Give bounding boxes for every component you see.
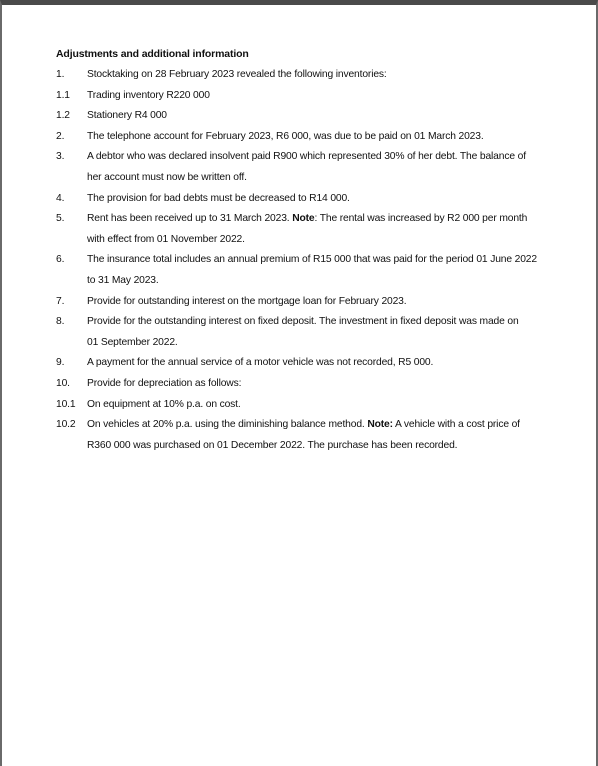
item-text-line: [87, 250, 546, 271]
item-text: [87, 86, 546, 107]
item-number: 5.: [56, 213, 65, 225]
text-run: Trading inventory R220 000: [87, 89, 210, 101]
item-text: [87, 250, 546, 291]
item-text: [87, 395, 546, 416]
item-text-line: [87, 189, 546, 210]
item-number: 9.: [56, 357, 65, 369]
item-text-line: [87, 209, 546, 230]
item-text-line: [87, 230, 546, 251]
item-text-line: [87, 65, 546, 86]
text-run: her account must now be written off.: [87, 171, 247, 183]
item-number: 6.: [56, 254, 65, 266]
item-text-line: [87, 127, 546, 148]
list-item: [56, 250, 546, 291]
item-text: [87, 127, 546, 148]
text-run: On equipment at 10% p.a. on cost.: [87, 398, 241, 410]
item-text: [87, 415, 546, 456]
text-run: The telephone account for February 2023, R6 000, was due to be paid on 01 March 2023.: [87, 130, 484, 142]
list-item: [56, 312, 546, 353]
text-run: Stationery R4 000: [87, 110, 167, 122]
text-run: : The rental was increased by R2 000 per month: [314, 213, 528, 225]
item-number: 1.1: [56, 89, 70, 101]
text-run: with effect from 01 November 2022.: [87, 233, 245, 245]
text-run: R360 000 was purchased on 01 December 2022. The purchase has been recorded.: [87, 439, 458, 451]
item-text-line: [87, 86, 546, 107]
text-run: Provide for the outstanding interest on fixed deposit. The investment in fixed deposit was made on: [87, 316, 519, 328]
item-text-line: [87, 374, 546, 395]
text-run: Rent has been received up to 31 March 2023.: [87, 213, 293, 225]
text-run: The provision for bad debts must be decreased to R14 000.: [87, 192, 350, 204]
adjustment-list: [56, 65, 546, 456]
item-text-line: [87, 415, 546, 436]
item-text: [87, 353, 546, 374]
list-item: [56, 209, 546, 250]
item-text-line: [87, 333, 546, 354]
document-content: [56, 44, 546, 456]
item-text-line: [87, 168, 546, 189]
item-text-line: [87, 271, 546, 292]
item-number: 1.2: [56, 110, 70, 122]
item-number: 7.: [56, 295, 65, 307]
note-label: Note: [292, 213, 315, 225]
list-item: [56, 189, 546, 210]
text-run: The insurance total includes an annual premium of R15 000 that was paid for the period 01 June 2022: [87, 254, 537, 266]
list-item: [56, 106, 546, 127]
item-number: 10.2: [56, 419, 76, 431]
list-item: [56, 415, 546, 456]
item-text: [87, 292, 546, 313]
list-item: [56, 147, 546, 188]
item-text: [87, 374, 546, 395]
item-text-line: [87, 147, 546, 168]
text-run: A vehicle with a cost price of: [392, 419, 520, 431]
item-text-line: [87, 292, 546, 313]
text-run: Stocktaking on 28 February 2023 revealed the following inventories:: [87, 69, 387, 80]
list-item: [56, 395, 546, 416]
item-number: 4.: [56, 192, 65, 204]
item-text: [87, 312, 546, 353]
item-number: 1.: [56, 69, 65, 80]
text-run: A payment for the annual service of a motor vehicle was not recorded, R5 000.: [87, 357, 434, 369]
item-text: [87, 106, 546, 127]
text-run: to 31 May 2023.: [87, 274, 159, 286]
item-text: [87, 147, 546, 188]
list-item: [56, 374, 546, 395]
note-label: Note:: [367, 419, 393, 431]
item-text-line: [87, 312, 546, 333]
list-item: [56, 292, 546, 313]
list-item: [56, 86, 546, 107]
item-text: [87, 209, 546, 250]
item-number: 10.1: [56, 398, 76, 410]
text-run: Provide for outstanding interest on the mortgage loan for February 2023.: [87, 295, 407, 307]
item-number: 8.: [56, 316, 65, 328]
item-number: 3.: [56, 151, 65, 163]
list-item: [56, 127, 546, 148]
text-run: Provide for depreciation as follows:: [87, 377, 242, 389]
list-item: [56, 65, 546, 86]
item-text-line: [87, 436, 546, 457]
item-number: 2.: [56, 130, 65, 142]
item-text-line: [87, 106, 546, 127]
item-text: [87, 65, 546, 86]
text-run: 01 September 2022.: [87, 336, 178, 348]
text-run: On vehicles at 20% p.a. using the diminishing balance method.: [87, 419, 368, 431]
item-number: 10.: [56, 377, 70, 389]
section-heading: Adjustments and additional information: [56, 48, 249, 60]
list-item: [56, 353, 546, 374]
item-text-line: [87, 353, 546, 374]
item-text: [87, 189, 546, 210]
item-text-line: [87, 395, 546, 416]
text-run: A debtor who was declared insolvent paid R900 which represented 30% of her debt. The balance of: [87, 151, 526, 163]
